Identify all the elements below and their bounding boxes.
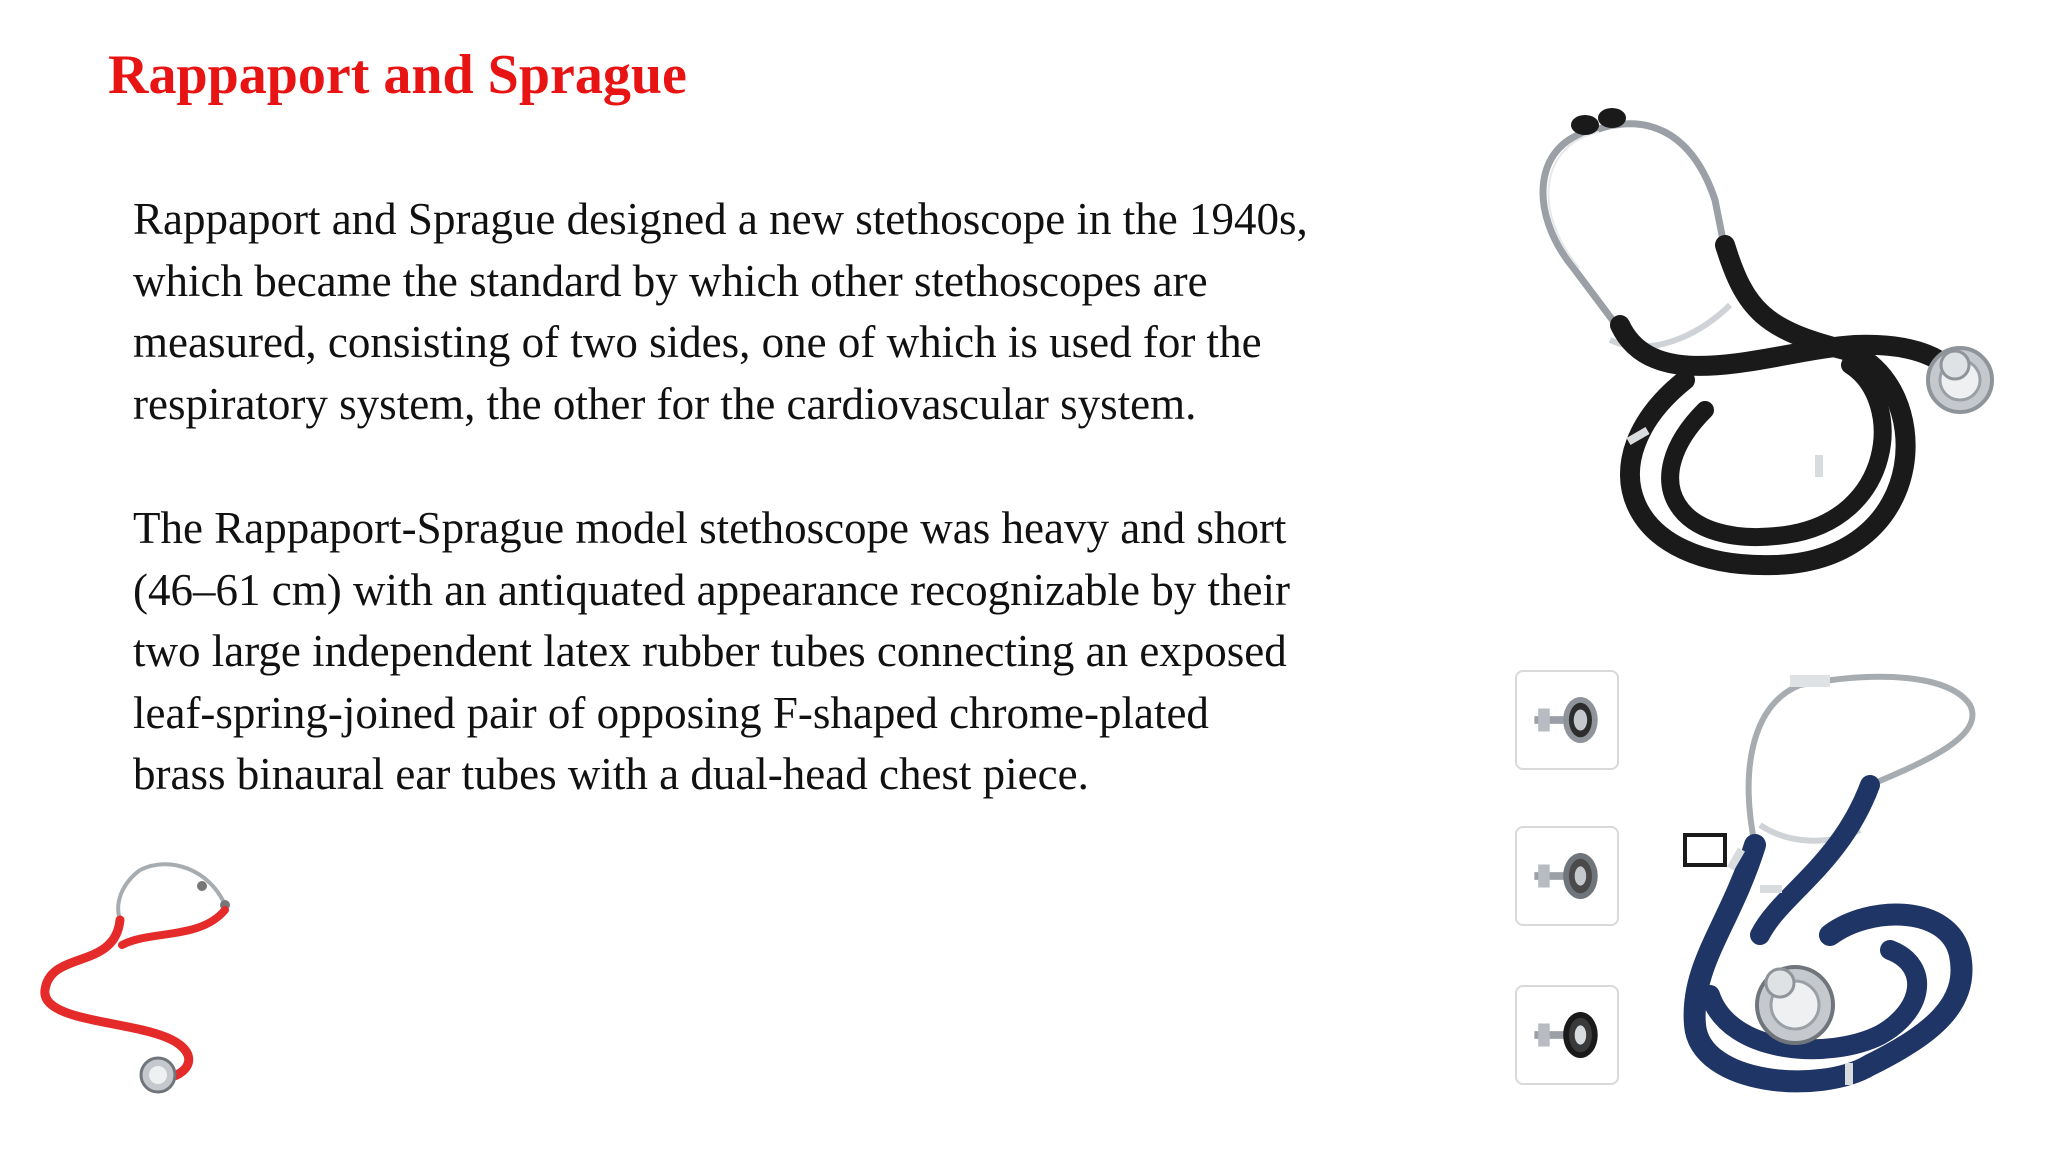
stethoscope-red-image: [30, 850, 250, 1100]
paragraph-history: [133, 189, 1513, 435]
paragraph-line: brass binaural ear tubes with a dual-head chest piece.: [133, 749, 1089, 799]
stethoscope-blue-image: [1670, 665, 2000, 1110]
paragraph-line: Rappaport and Sprague designed a new stethoscope in the 1940s,: [133, 194, 1308, 244]
paragraph-line: leaf-spring-joined pair of opposing F-shaped chrome-plated: [133, 687, 1209, 738]
chestpiece-thumbnail-3[interactable]: [1515, 985, 1619, 1085]
paragraph-line: measured, consisting of two sides, one of which is used for the: [133, 317, 1262, 367]
paragraph-line: two large independent latex rubber tubes connecting an exposed: [133, 626, 1287, 676]
paragraph-description: [133, 498, 1513, 806]
paragraph-line: The Rappaport-Sprague model stethoscope was heavy and short: [133, 503, 1287, 553]
paragraph-line: which became the standard by which other stethoscopes are: [133, 255, 1208, 306]
chestpiece-thumbnail-2[interactable]: [1515, 826, 1619, 926]
paragraph-line: (46–61 cm) with an antiquated appearance recognizable by their: [133, 564, 1290, 615]
chestpiece-thumbnail-1[interactable]: [1515, 670, 1619, 770]
stethoscope-black-image: [1515, 80, 2005, 600]
slide-title: Rappaport and Sprague: [108, 44, 687, 106]
paragraph-line: respiratory system, the other for the cardiovascular system.: [133, 378, 1197, 429]
